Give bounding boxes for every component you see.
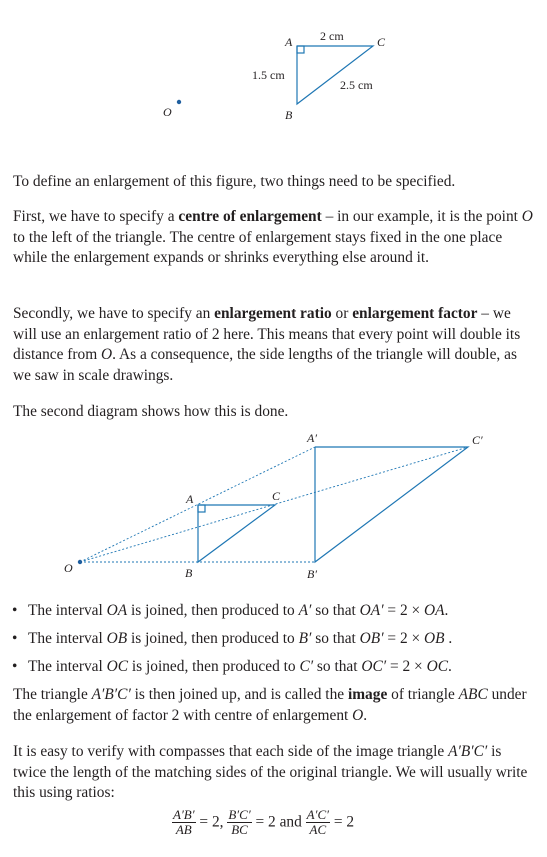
label-b: B [185, 566, 193, 580]
triangle-image [315, 447, 468, 562]
math: OC [426, 658, 448, 675]
label-b-prime: B′ [307, 567, 317, 581]
text: of triangle [387, 686, 459, 703]
text: It is easy to verify with compasses that each side of the image triangle [13, 743, 449, 760]
math: OB [106, 630, 128, 647]
text: The interval [28, 630, 107, 647]
math: OA [424, 602, 445, 619]
label-o: O [64, 561, 73, 575]
math: OA [106, 602, 128, 619]
bullet-dot: • [12, 602, 18, 619]
text: – we will use an enlargement ratio of 2 here. This means that every point will double its distance from [13, 305, 521, 363]
text: so that [311, 602, 360, 619]
math: A′ [298, 602, 312, 619]
label-c-prime: C′ [472, 433, 483, 447]
paragraph-ratio [13, 304, 533, 386]
text: so that [313, 658, 362, 675]
text: First, we have to specify a [13, 208, 179, 225]
text: is joined, then produced to [127, 630, 299, 647]
term-enlargement-factor: enlargement factor [352, 305, 478, 322]
label-o: O [163, 105, 172, 119]
text: – in our example, it is the point [321, 208, 522, 225]
math: OC [106, 658, 129, 675]
numerator: B′C′ [228, 807, 251, 822]
ratio-equations [172, 808, 354, 837]
text: is joined, then produced to [127, 602, 299, 619]
text: so that [311, 630, 360, 647]
denominator: AB [175, 822, 192, 837]
fraction-ac [306, 808, 330, 837]
denominator: BC [231, 822, 248, 837]
text: = 2, [195, 813, 228, 831]
triangle-abc [198, 505, 275, 562]
math: OC′ [361, 658, 387, 675]
figure-enlargement [0, 425, 547, 590]
math: OA′ [359, 602, 384, 619]
term-centre-of-enlargement: centre of enlargement [178, 208, 322, 225]
figure-triangle-abc [0, 0, 547, 130]
text: = 2 × [383, 630, 425, 647]
point-o [78, 560, 82, 564]
term-image: image [347, 686, 388, 703]
text: . [444, 602, 449, 619]
text: is joined, then produced to [128, 658, 300, 675]
triangle-abc [297, 46, 373, 104]
side-ac-length: 2 cm [320, 29, 344, 43]
bullet-item-oa [12, 601, 448, 621]
text: or [331, 305, 353, 322]
bullet-item-oc [12, 657, 452, 677]
bullet-item-ob [12, 629, 452, 649]
math: ABC [458, 686, 488, 703]
paragraph-image [13, 685, 533, 726]
math: O [352, 706, 364, 724]
paragraph-centre [13, 207, 533, 269]
text: is then joined up, and is called the [130, 686, 348, 703]
fraction-bc [227, 808, 251, 837]
text: = 2 and [251, 813, 306, 831]
text: The triangle [13, 686, 92, 703]
math: OB [424, 630, 445, 647]
text: . [363, 706, 368, 724]
text: Secondly, we have to specify an [13, 305, 215, 322]
bullet-dot: • [12, 658, 18, 675]
numerator: A′B′ [173, 807, 195, 822]
math: OB′ [359, 630, 384, 647]
fraction-ab [172, 808, 196, 837]
text: = 2 [329, 813, 355, 831]
text: . [444, 630, 453, 647]
side-bc-length: 2.5 cm [340, 78, 373, 92]
paragraph-second-diagram: The second diagram shows how this is done. [13, 403, 289, 420]
math: B′ [298, 630, 312, 647]
paragraph-intro: To define an enlargement of this figure, two things need to be specified. [13, 173, 456, 190]
denominator: AC [309, 822, 327, 837]
label-a: A [186, 492, 194, 506]
text: . As a consequence, the side lengths of the triangle will double, as we saw in scale drawings. [13, 346, 517, 384]
text: to the left of the triangle. The centre of enlargement stays fixed in the one place while the enlargement expands or shrinks everything else around it. [13, 228, 503, 266]
math: A′B′C′ [448, 743, 488, 760]
math: A′B′C′ [91, 686, 131, 703]
label-c: C [377, 35, 386, 49]
text: . [447, 658, 452, 675]
side-ab-length: 1.5 cm [252, 68, 285, 82]
right-angle-marker [297, 46, 304, 53]
label-b: B [285, 108, 293, 122]
text: = 2 × [383, 602, 425, 619]
text: The interval [28, 602, 107, 619]
term-enlargement-ratio: enlargement ratio [214, 305, 332, 322]
text: under the enlargement of factor 2 with centre of enlargement [13, 686, 527, 724]
point-o-ref: O [101, 346, 113, 363]
point-o [177, 100, 181, 104]
text: = 2 × [386, 658, 427, 675]
paragraph-verify [13, 742, 533, 804]
text: is twice the length of the matching sides of the original triangle. We will usually write this using ratios: [13, 743, 528, 801]
bullet-dot: • [12, 630, 18, 647]
text: The interval [28, 658, 107, 675]
label-c: C [272, 489, 281, 503]
point-o-ref: O [521, 208, 533, 225]
right-angle-marker [198, 505, 205, 512]
label-a: A [285, 35, 293, 49]
numerator: A′C′ [306, 807, 329, 822]
label-a-prime: A′ [307, 431, 317, 445]
math: C′ [299, 658, 314, 675]
